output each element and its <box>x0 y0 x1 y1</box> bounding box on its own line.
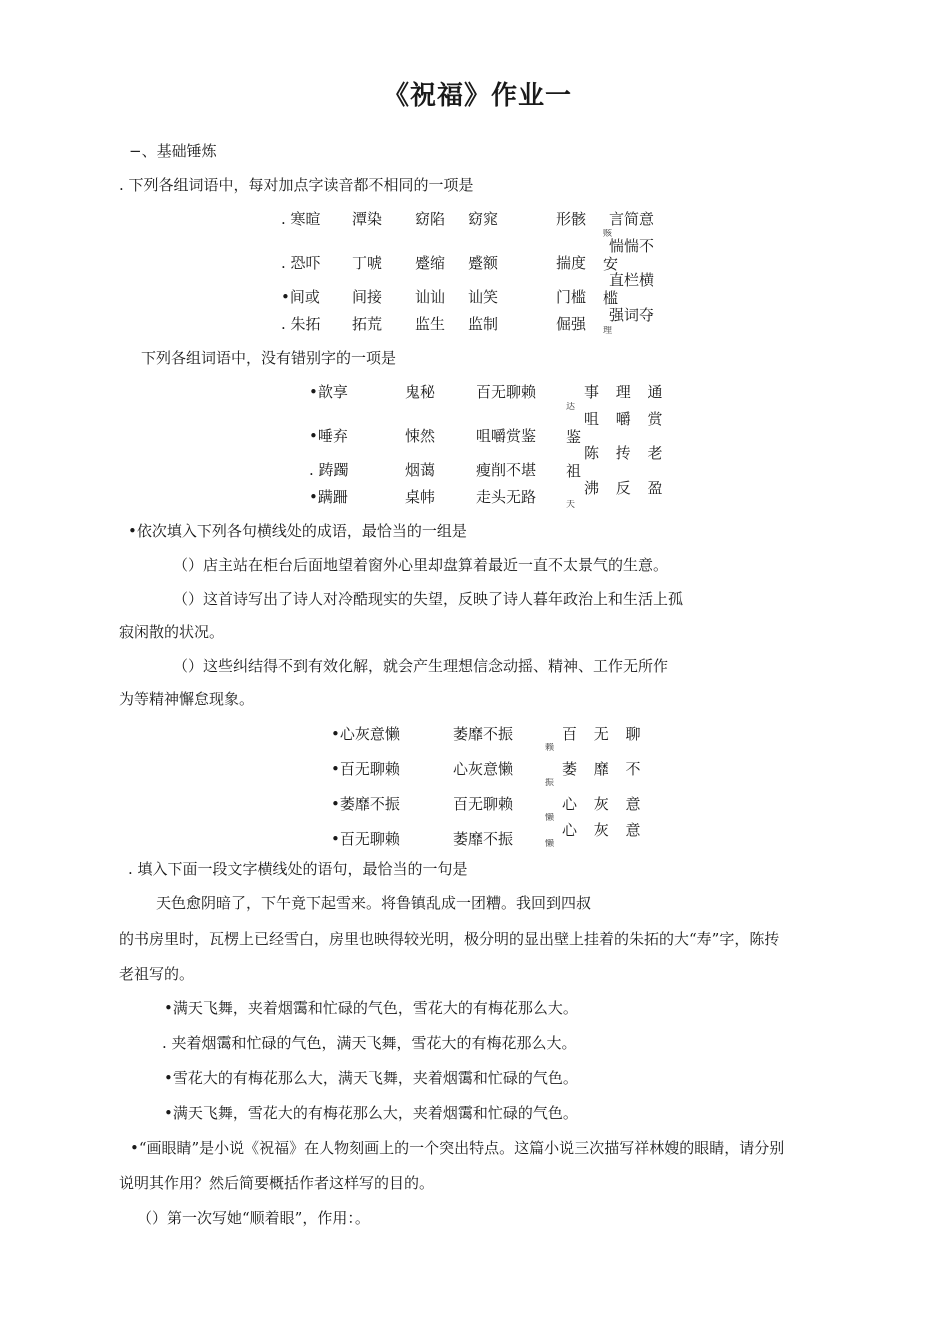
option-word: •间或 <box>281 288 320 306</box>
option-word: •百无聊赖 <box>331 760 400 778</box>
option-word: •蹒跚 <box>309 488 348 506</box>
option-word: 倔强 <box>556 315 587 333</box>
question-5-stem: •“画眼睛”是小说《祝福》在人物刻画上的一个突出特点。这篇小说三次描写祥林嫂的眼睛，请分别 <box>130 1139 785 1157</box>
option-word: 惴惴不 <box>609 237 655 255</box>
question-4-option-a: •满天飞舞，夹着烟霭和忙碌的气色，雪花大的有梅花那么大。 <box>164 999 578 1017</box>
option-word: 瘦削不堪 <box>476 461 537 479</box>
option-word: 窈窕 <box>468 210 499 228</box>
question-4-passage-3: 老祖写的。 <box>119 965 195 983</box>
option-word-overflow: 理 <box>603 326 613 334</box>
question-4-option-c: •雪花大的有梅花那么大，满天飞舞，夹着烟霭和忙碌的气色。 <box>164 1069 578 1087</box>
option-word: 悚然 <box>405 427 436 445</box>
option-word: . 恐吓 <box>281 254 321 272</box>
option-word: 萎靡不振 <box>453 830 514 848</box>
option-word: 陈 抟 老 <box>584 444 669 462</box>
option-word-overflow: 赅 <box>603 229 613 237</box>
option-word: 直栏横 <box>609 271 655 289</box>
section-heading: −、基础锤炼 <box>129 142 217 160</box>
option-word-overflow: 祖 <box>566 462 582 480</box>
option-word: 讪笑 <box>468 288 499 306</box>
option-word: 桌帏 <box>405 488 436 506</box>
question-4-stem: . 填入下面一段文字横线处的语句，最恰当的一句是 <box>128 860 468 878</box>
option-word: 监制 <box>468 315 499 333</box>
question-3-sentence-1: （）店主站在柜台后面地望着窗外心里却盘算着最近一直不太景气的生意。 <box>173 556 669 574</box>
option-word: 事 理 通 <box>584 383 669 401</box>
option-word-overflow: 鉴 <box>566 428 582 446</box>
option-word: 门槛 <box>556 288 587 306</box>
option-word: 咀 嚼 赏 <box>584 410 669 428</box>
option-word: 形骸 <box>556 210 587 228</box>
option-word: 沸 反 盈 <box>584 479 669 497</box>
question-5-sub-1: （）第一次写她“顺着眼”，作用：。 <box>137 1209 370 1227</box>
option-word: 萎靡不振 <box>453 725 514 743</box>
question-2-stem: 下列各组词语中，没有错别字的一项是 <box>141 349 397 367</box>
option-word: 丁唬 <box>352 254 383 272</box>
question-4-passage-2: 的书房里时，瓦楞上已经雪白，房里也映得较光明，极分明的显出壁上挂着的朱拓的大“寿”字，陈抟 <box>119 930 780 948</box>
option-word: •心灰意懒 <box>331 725 400 743</box>
option-word: . 朱拓 <box>281 315 321 333</box>
option-word: 讪讪 <box>415 288 446 306</box>
option-word: •萎靡不振 <box>331 795 400 813</box>
option-word-overflow: 天 <box>566 500 576 508</box>
question-3-stem: •依次填入下列各句横线处的成语，最恰当的一组是 <box>128 522 467 540</box>
option-word: •歆享 <box>309 383 348 401</box>
question-3-sentence-2-cont: 寂闲散的状况。 <box>119 623 225 641</box>
option-word: •唾弃 <box>309 427 348 445</box>
question-1-stem: . 下列各组词语中，每对加点字读音都不相同的一项是 <box>119 176 474 194</box>
option-word: 言简意 <box>609 210 655 228</box>
option-word-overflow: 振 <box>545 778 555 786</box>
option-word: 烟蔼 <box>405 461 436 479</box>
option-word-overflow: 安 <box>603 255 619 273</box>
option-word-overflow: 懒 <box>545 839 555 847</box>
option-word: 心灰意懒 <box>453 760 514 778</box>
question-4-option-d: •满天飞舞，雪花大的有梅花那么大，夹着烟霭和忙碌的气色。 <box>164 1104 578 1122</box>
question-4-passage-1: 天色愈阴暗了，下午竟下起雪来。将鲁镇乱成一团糟。我回到四叔 <box>156 894 592 912</box>
option-word: 走头无路 <box>476 488 537 506</box>
option-word: 心 灰 意 <box>562 821 647 839</box>
option-word: 间接 <box>352 288 383 306</box>
question-3-sentence-2: （）这首诗写出了诗人对冷酷现实的失望，反映了诗人暮年政治上和生活上孤 <box>173 590 684 608</box>
option-word: 潭染 <box>352 210 383 228</box>
option-word: 强词夺 <box>609 306 655 324</box>
option-word: 揣度 <box>556 254 587 272</box>
option-word: 百无聊赖 <box>476 383 537 401</box>
option-word: 拓荒 <box>352 315 383 333</box>
question-3-sentence-3: （）这些纠结得不到有效化解，就会产生理想信念动摇、精神、工作无所作 <box>173 657 669 675</box>
option-word-overflow: 达 <box>566 402 576 410</box>
option-word: 心 灰 意 <box>562 795 647 813</box>
question-5-stem-cont: 说明其作用？然后简要概括作者这样写的目的。 <box>119 1174 435 1192</box>
option-word: 萎 靡 不 <box>562 760 647 778</box>
option-word: 咀嚼赏鉴 <box>476 427 537 445</box>
option-word: 鬼秘 <box>405 383 436 401</box>
question-4-option-b: . 夹着烟霭和忙碌的气色，满天飞舞，雪花大的有梅花那么大。 <box>162 1034 577 1052</box>
option-word: 蹙缩 <box>415 254 446 272</box>
option-word: . 踌躅 <box>309 461 349 479</box>
option-word: 百无聊赖 <box>453 795 514 813</box>
option-word-overflow: 懒 <box>545 813 555 821</box>
option-word-overflow: 槛 <box>603 289 619 307</box>
page-title: 《祝福》作业一 <box>383 81 573 111</box>
option-word: •百无聊赖 <box>331 830 400 848</box>
option-word: 蹙额 <box>468 254 499 272</box>
option-word: 百 无 聊 <box>562 725 647 743</box>
option-word: 监生 <box>415 315 446 333</box>
option-word: 窈陷 <box>415 210 446 228</box>
question-3-sentence-3-cont: 为等精神懈怠现象。 <box>119 690 255 708</box>
option-word-overflow: 赖 <box>545 743 555 751</box>
option-word: . 寒暄 <box>281 210 321 228</box>
